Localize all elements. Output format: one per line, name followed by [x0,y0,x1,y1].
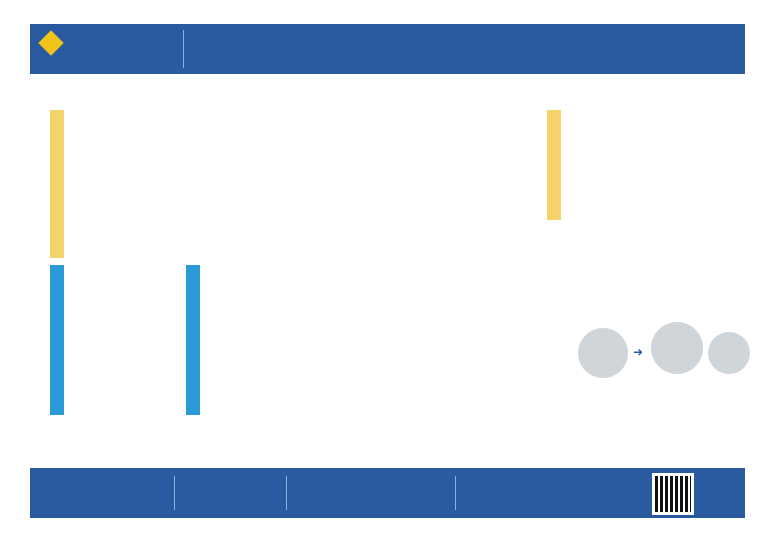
region-label-brno-venkov-top [50,110,64,258]
qr-caption [700,474,740,516]
footer-divider [455,476,456,510]
footer-banner [30,468,745,518]
region-label-brno-venkov-bottom [50,265,64,415]
logo[interactable] [42,34,66,52]
logo-diamond-icon [38,30,63,55]
footer-divider [174,476,175,510]
grave-before-image [578,328,628,378]
header-divider [183,30,184,68]
footer-divider [286,476,287,510]
arrow-right-icon: ➜ [633,345,644,359]
qr-code[interactable] [652,473,694,515]
qr-code-icon [655,476,691,512]
region-label-vyskov [186,265,200,415]
grave-detail-image [708,332,750,374]
region-label-brno-mesto [547,110,561,220]
header-banner [30,24,745,74]
grave-after-image [651,322,703,374]
